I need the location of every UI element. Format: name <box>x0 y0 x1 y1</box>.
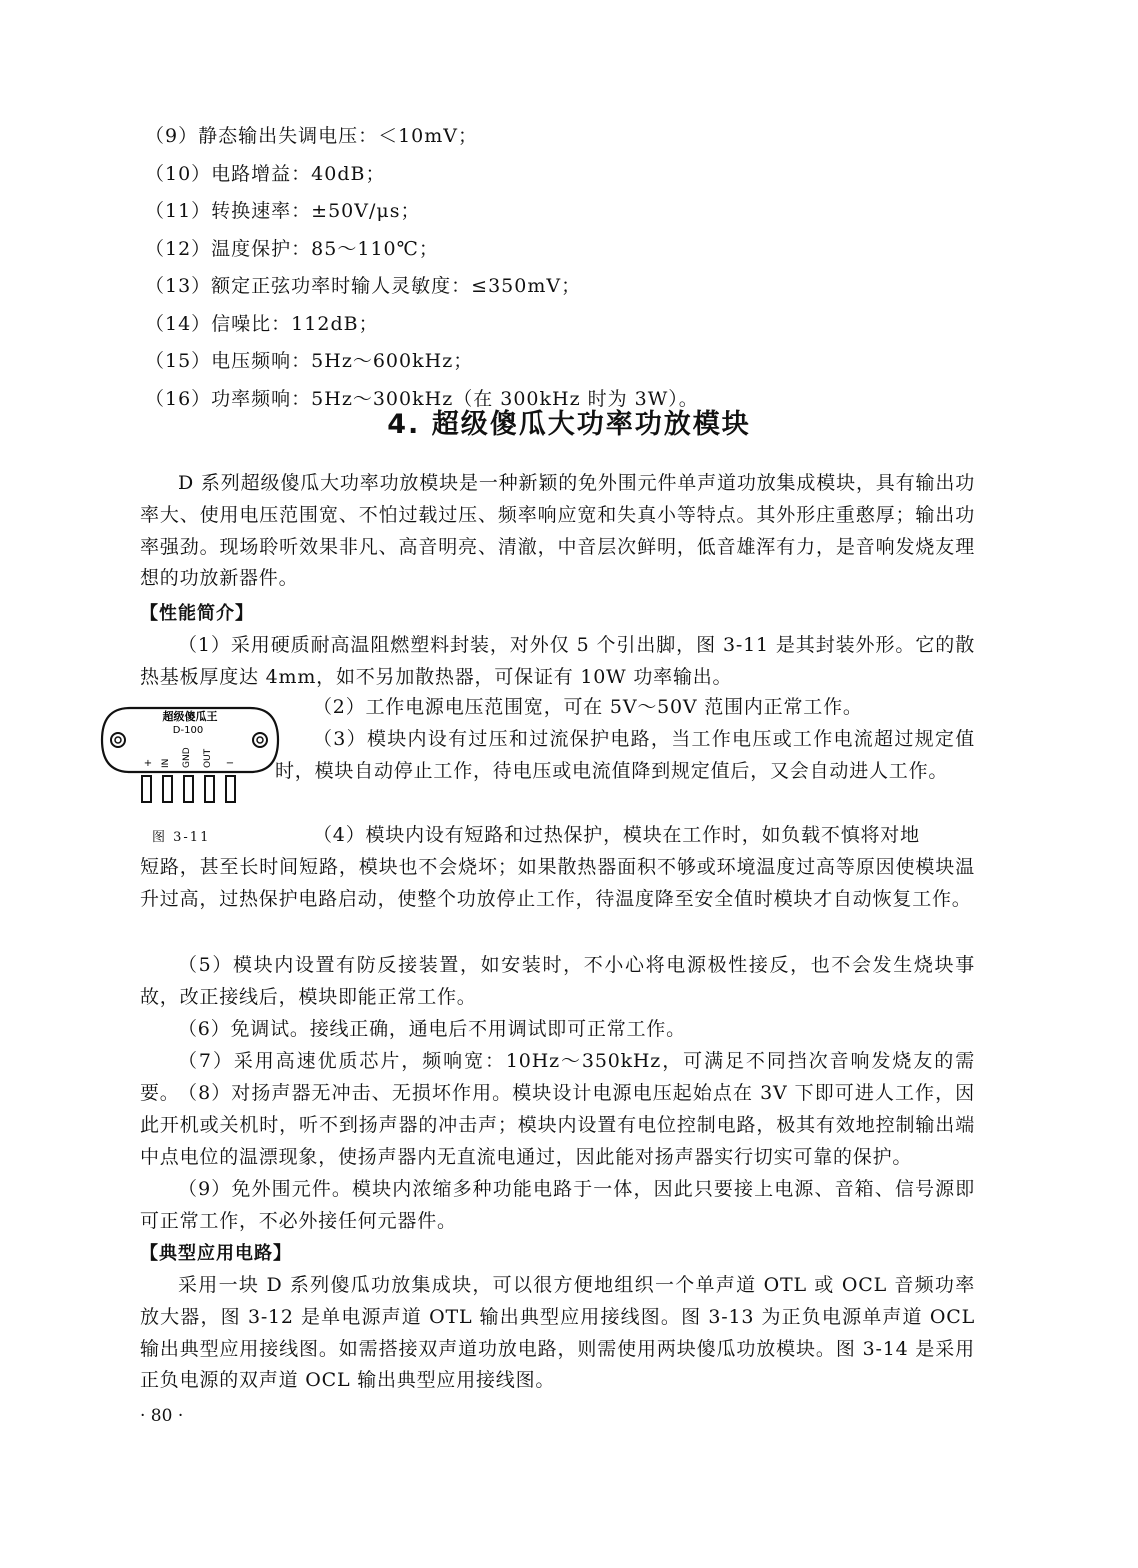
item-5: （5）模块内设置有防反接装置，如安装时，不小心将电源极性接反，也不会发生烧块事故，改正接线后，模块即能正常工作。 <box>140 954 975 1008</box>
mount-hole-left-icon <box>111 733 125 747</box>
spec-item: （9）静态输出失调电压：＜10mV； <box>145 125 479 147</box>
page-number: · 80 · <box>140 1406 184 1426</box>
pin-label: + <box>143 758 153 769</box>
module-package-figure <box>100 700 280 810</box>
section-title: 4. 超级傻瓜大功率功放模块 <box>387 409 751 440</box>
spec-item: （13）额定正弦功率时输人灵敏度：≤350mV； <box>145 275 582 297</box>
application-paragraph: 采用一块 D 系列傻瓜功放集成块，可以很方便地组织一个单声道 OTL 或 OCL 音频功率放大器，图 3-12 是单电源声道 OTL 输出典型应用接线图。图 3-13 为正负电源单声道 OCL 输出典型应用接线图。如需搭接双声道功放电路，则需使用两块傻瓜功放模块。图 3-14 是采用正负电源的双声道 OCL 输出典型应用接线图。 <box>140 1274 975 1392</box>
item-2: （2）工作电源电压范围宽，可在 5V～50V 范围内正常工作。 <box>313 696 863 718</box>
pin-5 <box>226 776 235 802</box>
module-label: 超级傻瓜王 <box>162 710 218 723</box>
pin-1 <box>142 776 151 802</box>
pin-label: GND <box>182 747 192 768</box>
heading-application: 【典型应用电路】 <box>140 1243 292 1264</box>
spec-list <box>145 118 1005 418</box>
pin-label: OUT <box>203 748 213 768</box>
spec-item: （10）电路增益：40dB； <box>145 162 386 185</box>
figure-caption: 图 3-11 <box>152 830 211 845</box>
item-4-first-line: （4）模块内设有短路和过热保护，模块在工作时，如负载不慎将对地 <box>313 824 920 846</box>
item-8: （8）对扬声器无冲击、无损坏作用。模块设计电源电压起始点在 3V 下即可进人工作，因此开机或关机时，听不到扬声器的冲击声；模块内设置有电位控制电路，极其有效地控制输出端中点电位的温漂现象，使扬声器内无直流电通过，因此能对扬声器实行切实可靠的保护。 <box>140 1082 975 1168</box>
pin-3 <box>184 776 193 802</box>
spec-item: （11）转换速率：±50V/μs； <box>145 200 421 222</box>
item-1: （1）采用硬质耐高温阻燃塑料封装，对外仅 5 个引出脚，图 3-11 是其封装外形。它的散热基板厚度达 4mm，如不另加散热器，可保证有 10W 功率输出。 <box>140 634 975 688</box>
intro-paragraph: D 系列超级傻瓜大功率功放模块是一种新颖的免外围元件单声道功放集成模块，具有输出功率大、使用电压范围宽、不怕过载过压、频率响应宽和失真小等特点。其外形庄重憨厚；输出功率强劲。现场聆听效果非凡、高音明亮、清澈，中音层次鲜明，低音雄浑有力，是音响发烧友理想的功放新器件。 <box>140 472 975 590</box>
pin-label: IN <box>161 758 171 768</box>
pin-4 <box>205 776 214 802</box>
pin-label: − <box>225 758 235 769</box>
pin-2 <box>163 776 172 802</box>
spec-item: （15）电压频响：5Hz～600kHz； <box>145 350 474 372</box>
spec-item: （12）温度保护：85～110℃； <box>145 237 439 260</box>
item-6: （6）免调试。接线正确，通电后不用调试即可正常工作。 <box>178 1018 686 1040</box>
item-3: （3）模块内设有过压和过流保护电路，当工作电压或工作电流超过规定值时，模块自动停止工作，待电压或电流值降到规定值后，又会自动进人工作。 <box>275 727 975 782</box>
spec-item: （16）功率频响：5Hz～300kHz（在 300kHz 时为 3W）。 <box>145 387 699 410</box>
item-9: （9）免外围元件。模块内浓缩多种功能电路于一体，因此只要接上电源、音箱、信号源即可正常工作，不必外接任何元器件。 <box>140 1178 975 1232</box>
heading-performance: 【性能简介】 <box>140 603 254 624</box>
item-7: （7）采用高速优质芯片，频响宽：10Hz～350kHz，可满足不同挡次音响发烧友的需要。 <box>140 1050 975 1104</box>
mount-hole-right-icon <box>253 733 267 747</box>
figure-wrap-text <box>275 692 975 787</box>
module-model: D-100 <box>172 725 204 736</box>
item-4-rest: 短路，甚至长时间短路，模块也不会烧坏；如果散热器面积不够或环境温度过高等原因使模块温升过高，过热保护电路启动，使整个功放停止工作，待温度降至安全值时模块才自动恢复工作。 <box>140 856 975 910</box>
spec-item: （14）信噪比：112dB； <box>145 312 379 335</box>
